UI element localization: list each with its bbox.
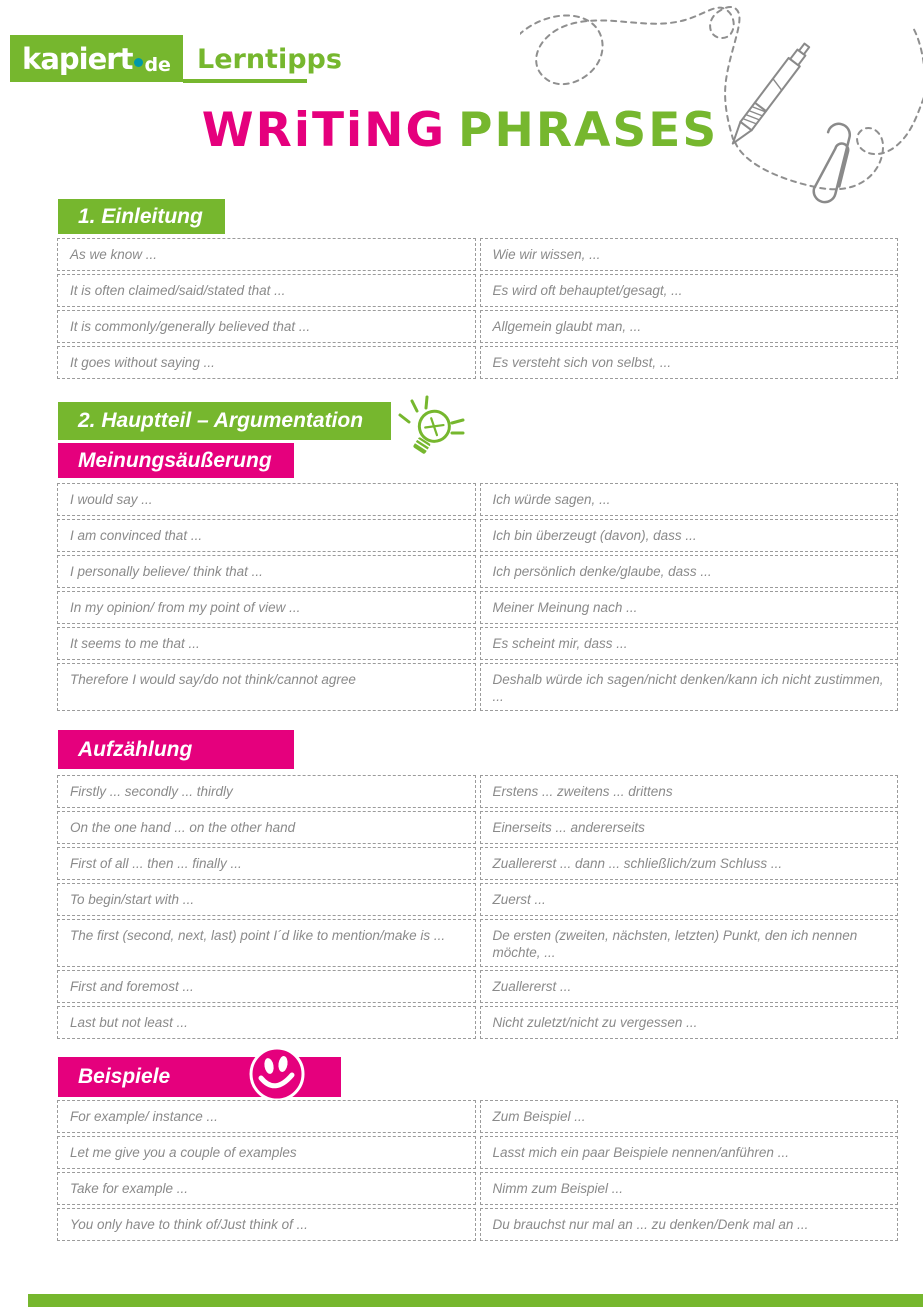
- phrase-cell-de: Wie wir wissen, ...: [480, 238, 899, 271]
- section-heading-beispiele: Beispiele: [58, 1057, 341, 1097]
- section-heading-aufzaehlung: Aufzählung: [58, 730, 294, 769]
- phrase-cell-de: Zuallererst ... dann ... schließlich/zum Schluss ...: [480, 847, 899, 880]
- phrase-cell-en: In my opinion/ from my point of view ...: [57, 591, 476, 624]
- phrase-cell-de: Nicht zuletzt/nicht zu vergessen ...: [480, 1006, 899, 1039]
- phrase-cell-en: It is often claimed/said/stated that ...: [57, 274, 476, 307]
- phrase-table-beispiele: [57, 1100, 898, 1241]
- phrase-cell-de: Erstens ... zweitens ... drittens: [480, 775, 899, 808]
- section-heading-hauptteil: 2. Hauptteil – Argumentation: [58, 402, 391, 440]
- title-phrases: PHRASES: [458, 103, 719, 158]
- phrase-cell-en: Last but not least ...: [57, 1006, 476, 1039]
- tagline: Lerntipps: [197, 44, 342, 75]
- phrase-cell-en: It is commonly/generally believed that ...: [57, 310, 476, 343]
- smiley-icon: [247, 1044, 307, 1104]
- phrase-cell-de: Es scheint mir, dass ...: [480, 627, 899, 660]
- phrase-cell-de: Deshalb würde ich sagen/nicht denken/kann ich nicht zustimmen, ...: [480, 663, 899, 711]
- logo-text: kapiert: [22, 41, 133, 76]
- phrase-cell-de: Meiner Meinung nach ...: [480, 591, 899, 624]
- phrase-cell-en: It goes without saying ...: [57, 346, 476, 379]
- logo-tld: de: [144, 53, 171, 76]
- phrase-cell-en: First of all ... then ... finally ...: [57, 847, 476, 880]
- phrase-cell-en: Let me give you a couple of examples: [57, 1136, 476, 1169]
- phrase-cell-de: Zuallererst ...: [480, 970, 899, 1003]
- phrase-cell-en: As we know ...: [57, 238, 476, 271]
- phrase-cell-de: De ersten (zweiten, nächsten, letzten) Punkt, den ich nennen möchte, ...: [480, 919, 899, 967]
- phrase-cell-en: On the one hand ... on the other hand: [57, 811, 476, 844]
- page-title: [60, 103, 860, 158]
- phrase-cell-de: Allgemein glaubt man, ...: [480, 310, 899, 343]
- phrase-cell-de: Es versteht sich von selbst, ...: [480, 346, 899, 379]
- phrase-cell-de: Es wird oft behauptet/gesagt, ...: [480, 274, 899, 307]
- phrase-cell-de: Nimm zum Beispiel ...: [480, 1172, 899, 1205]
- phrase-cell-en: First and foremost ...: [57, 970, 476, 1003]
- footer-bar: [28, 1294, 923, 1307]
- phrase-cell-en: It seems to me that ...: [57, 627, 476, 660]
- phrase-cell-en: Firstly ... secondly ... thirdly: [57, 775, 476, 808]
- phrase-table-aufzaehlung: [57, 775, 898, 1039]
- phrase-cell-en: You only have to think of/Just think of ...: [57, 1208, 476, 1241]
- phrase-cell-de: Du brauchst nur mal an ... zu denken/Denk mal an ...: [480, 1208, 899, 1241]
- phrase-cell-en: I am convinced that ...: [57, 519, 476, 552]
- title-writing: WRiTiNG: [201, 103, 447, 158]
- phrase-table-einleitung: [57, 238, 898, 379]
- tagline-underline: [183, 79, 307, 83]
- phrase-cell-en: For example/ instance ...: [57, 1100, 476, 1133]
- lightbulb-icon: [392, 393, 468, 469]
- phrase-table-meinungsaeusserung: [57, 483, 898, 711]
- phrase-cell-en: The first (second, next, last) point I´d like to mention/make is ...: [57, 919, 476, 967]
- phrase-cell-de: Ich bin überzeugt (davon), dass ...: [480, 519, 899, 552]
- phrase-cell-en: Take for example ...: [57, 1172, 476, 1205]
- phrase-cell-en: To begin/start with ...: [57, 883, 476, 916]
- phrase-cell-de: Zuerst ...: [480, 883, 899, 916]
- phrase-cell-en: Therefore I would say/do not think/cannot agree: [57, 663, 476, 711]
- phrase-cell-de: Lasst mich ein paar Beispiele nennen/anführen ...: [480, 1136, 899, 1169]
- section-heading-einleitung: 1. Einleitung: [58, 199, 225, 234]
- phrase-cell-en: I personally believe/ think that ...: [57, 555, 476, 588]
- kapiert-logo: [10, 35, 183, 82]
- phrase-cell-de: Ich persönlich denke/glaube, dass ...: [480, 555, 899, 588]
- phrase-cell-de: Ich würde sagen, ...: [480, 483, 899, 516]
- phrase-cell-en: I would say ...: [57, 483, 476, 516]
- logo-dot-icon: [134, 58, 143, 67]
- squiggle-line-icon: [520, 7, 923, 189]
- phrase-cell-de: Einerseits ... andererseits: [480, 811, 899, 844]
- phrase-cell-de: Zum Beispiel ...: [480, 1100, 899, 1133]
- subsection-heading-meinungsaeusserung: Meinungsäußerung: [58, 443, 294, 478]
